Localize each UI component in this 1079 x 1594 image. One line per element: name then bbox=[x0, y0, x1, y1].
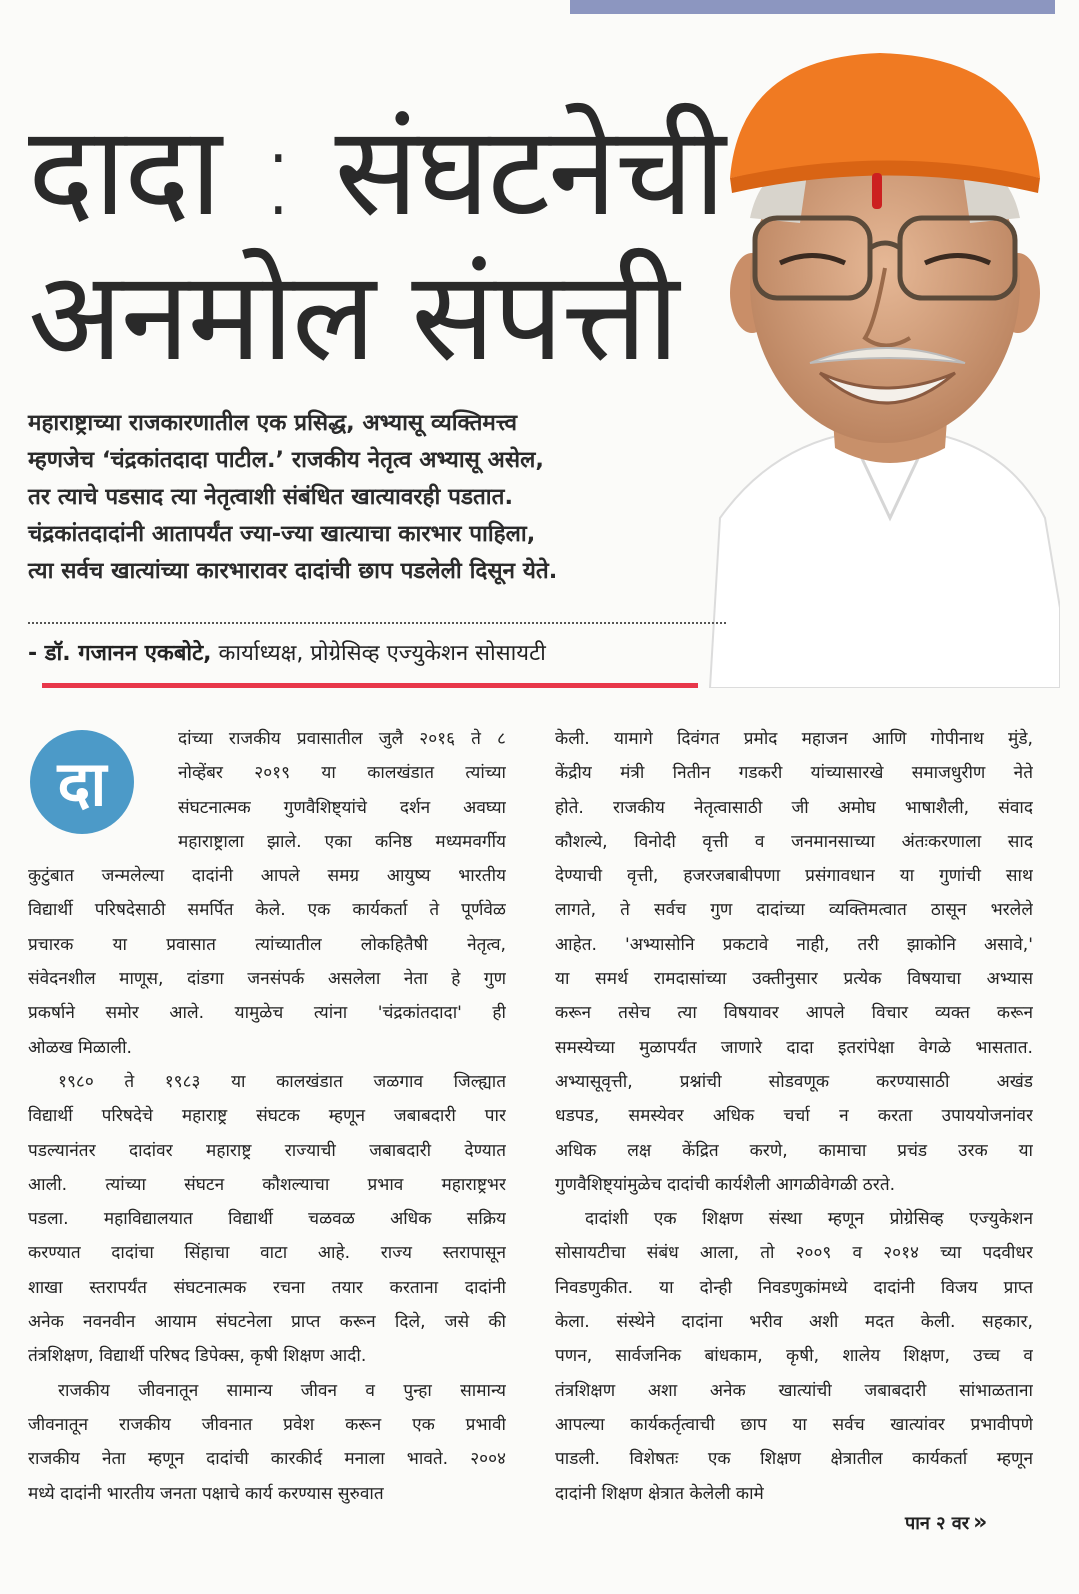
article-line: मध्ये दादांनी भारतीय जनता पक्षाचे कार्य करण्यास सुरुवात bbox=[28, 1483, 384, 1504]
intro-line: तर त्याचे पडसाद त्या नेतृत्वाशी संबंधित खात्यावरही पडतात. bbox=[28, 484, 514, 510]
article-line: अधिक लक्ष केंद्रित करणे, कामाचा प्रचंड उरक या bbox=[555, 1140, 1033, 1161]
article-line: पडला. महाविद्यालयात विद्यार्थी चळवळ अधिक सक्रिय bbox=[28, 1209, 506, 1230]
article-line: करून तसेच त्या विषयावर आपले विचार व्यक्त करून bbox=[555, 1003, 1033, 1024]
article-line: सोसायटीचा संबंध आला, तो २००९ व २०१४ च्या पदवीधर bbox=[555, 1243, 1033, 1264]
dropcap: दा bbox=[30, 730, 134, 834]
headline-line-1: दादा : संघटनेची bbox=[28, 100, 724, 244]
dotted-divider bbox=[28, 622, 726, 624]
article-line: कुटुंबात जन्मलेल्या दादांनी आपले समग्र आयुष्य भारतीय bbox=[28, 866, 506, 887]
article-line: गुणवैशिष्ट्यांमुळेच दादांची कार्यशैली आगळीवेगळी ठरते. bbox=[555, 1174, 896, 1195]
portrait-photo bbox=[700, 48, 1060, 688]
article-line: राजकीय जीवनातून सामान्य जीवन व पुन्हा सामान्य bbox=[58, 1380, 506, 1401]
article-line: केली. यामागे दिवंगत प्रमोद महाजन आणि गोपीनाथ मुंडे, bbox=[555, 729, 1033, 749]
article-line: पणन, सार्वजनिक बांधकाम, कृषी, शालेय शिक्षण, उच्च व bbox=[555, 1346, 1033, 1367]
article-column-left bbox=[28, 722, 506, 1511]
article-line: होते. राजकीय नेतृत्वासाठी जी अमोघ भाषाशैली, संवाद bbox=[555, 797, 1033, 818]
headline bbox=[28, 100, 728, 390]
intro-line: त्या सर्वच खात्यांच्या कारभारावर दादांची छाप पडलेली दिसून येते. bbox=[28, 558, 558, 584]
article-line: कौशल्ये, विनोदी वृत्ती व जनमानसाच्या अंतःकरणाला साद bbox=[555, 831, 1033, 852]
article-line: दांच्या राजकीय प्रवासातील जुलै २०१६ ते ८ bbox=[178, 729, 506, 749]
article-line: तंत्रशिक्षण, विद्यार्थी परिषद डिपेक्स, कृषी शिक्षण आदी. bbox=[28, 1346, 367, 1367]
article-line: आहेत. 'अभ्यासोनि प्रकटावे नाही, तरी झाकोनि असावे,' bbox=[555, 934, 1033, 955]
article-line: १९८० ते १९८३ या कालखंडात जळगाव जिल्ह्यात bbox=[58, 1071, 506, 1092]
intro-paragraph bbox=[28, 405, 748, 590]
article-line: दादांनी शिक्षण क्षेत्रात केलेली कामे bbox=[555, 1483, 764, 1504]
article-column-right bbox=[555, 722, 1033, 1511]
article-line: अभ्यासूवृत्ती, प्रश्नांची सोडवणूक करण्यासाठी अखंड bbox=[555, 1071, 1033, 1092]
article-line: नोव्हेंबर २०१९ या कालखंडात त्यांच्या bbox=[178, 763, 506, 784]
byline bbox=[28, 636, 748, 672]
red-divider bbox=[42, 683, 698, 688]
article-line: या समर्थ रामदासांच्या उक्तीनुसार प्रत्येक विषयाचा अभ्यास bbox=[555, 969, 1033, 990]
article-line: संघटनात्मक गुणवैशिष्ट्यांचे दर्शन अवघ्या bbox=[178, 797, 506, 818]
article-line: निवडणुकीत. या दोन्ही निवडणुकांमध्ये दादांनी विजय प्राप्त bbox=[555, 1277, 1033, 1298]
article-line: तंत्रशिक्षण अशा अनेक खात्यांची जबाबदारी सांभाळताना bbox=[555, 1380, 1033, 1401]
article-line: देण्याची वृत्ती, हजरजबाबीपणा प्रसंगावधान या गुणांची साथ bbox=[555, 866, 1033, 887]
article-line: आपल्या कार्यकर्तृत्वाची छाप या सर्वच खात्यांवर प्रभावीपणे bbox=[555, 1414, 1033, 1435]
article-line: लागते, ते सर्वच गुण दादांच्या व्यक्तिमत्वात ठासून भरलेले bbox=[555, 900, 1033, 921]
headline-line-2: अनमोल संपत्ती bbox=[28, 245, 678, 389]
author-name: - डॉ. गजानन एकबोटे, bbox=[28, 641, 212, 666]
article-line: ओळख मिळाली. bbox=[28, 1037, 132, 1058]
article-line: करण्यात दादांचा सिंहाचा वाटा आहे. राज्य स्तरापासून bbox=[28, 1243, 506, 1264]
intro-line: महाराष्ट्राच्या राजकारणातील एक प्रसिद्ध, अभ्यासू व्यक्तिमत्त्व bbox=[28, 410, 518, 436]
article-line: अनेक नवनवीन आयाम संघटनेला प्राप्त करून दिले, जसे की bbox=[28, 1312, 506, 1333]
article-line: महाराष्ट्राला झाले. एका कनिष्ठ मध्यमवर्गीय bbox=[178, 831, 506, 852]
article-line: समस्येच्या मुळापर्यंत जाणारे दादा इतरांपेक्षा वेगळे भासतात. bbox=[555, 1037, 1033, 1058]
article-line: केला. संस्थेने दादांना भरीव अशी मदत केली. सहकार, bbox=[555, 1312, 1033, 1333]
article-line: शाखा स्तरापर्यंत संघटनात्मक रचना तयार करताना दादांनी bbox=[28, 1277, 506, 1298]
author-role: कार्याध्यक्ष, प्रोग्रेसिव्ह एज्युकेशन सोसायटी bbox=[211, 641, 546, 666]
article-line: धडपड, समस्येवर अधिक चर्चा न करता उपाययोजनांवर bbox=[555, 1106, 1033, 1127]
intro-line: चंद्रकांतदादांनी आतापर्यंत ज्या-ज्या खात्याचा कारभार पाहिला, bbox=[28, 521, 536, 547]
article-line: विद्यार्थी परिषदेसाठी समर्पित केले. एक कार्यकर्ता ते पूर्णवेळ bbox=[28, 900, 506, 921]
continued-on-page-link[interactable] bbox=[905, 1510, 987, 1535]
top-color-bar bbox=[570, 0, 1055, 14]
article-line: पाडली. विशेषतः एक शिक्षण क्षेत्रातील कार्यकर्ता म्हणून bbox=[555, 1449, 1033, 1470]
article-line: प्रकर्षाने समोर आले. यामुळेच त्यांना 'चंद्रकांतदादा' ही bbox=[28, 1003, 506, 1024]
article-line: संवेदनशील माणूस, दांडगा जनसंपर्क असलेला नेता हे गुण bbox=[28, 969, 506, 990]
article-line: आली. त्यांच्या संघटन कौशल्याचा प्रभाव महाराष्ट्रभर bbox=[28, 1174, 506, 1195]
article-line: विद्यार्थी परिषदेचे महाराष्ट्र संघटक म्हणून जबाबदारी पार bbox=[28, 1106, 506, 1127]
article-line: राजकीय नेता म्हणून दादांची कारकीर्द मनाला भावते. २००४ bbox=[28, 1449, 506, 1470]
article-line: केंद्रीय मंत्री नितीन गडकरी यांच्यासारखे समाजधुरीण नेते bbox=[555, 763, 1033, 784]
article-line: पडल्यानंतर दादांवर महाराष्ट्र राज्याची जबाबदारी देण्यात bbox=[28, 1140, 506, 1161]
article-line: जीवनातून राजकीय जीवनात प्रवेश करून एक प्रभावी bbox=[28, 1414, 506, 1435]
double-chevron-right-icon: » bbox=[973, 1510, 988, 1535]
continue-label: पान २ वर bbox=[905, 1513, 970, 1534]
article-line: प्रचारक या प्रवासात त्यांच्यातील लोकहितैषी नेतृत्व, bbox=[28, 934, 506, 955]
article-line: दादांशी एक शिक्षण संस्था म्हणून प्रोग्रेसिव्ह एज्युकेशन bbox=[585, 1209, 1033, 1230]
portrait-illustration bbox=[700, 48, 1060, 688]
intro-line: म्हणजेच ‘चंद्रकांतदादा पाटील.’ राजकीय नेतृत्व अभ्यासू असेल, bbox=[28, 447, 544, 473]
